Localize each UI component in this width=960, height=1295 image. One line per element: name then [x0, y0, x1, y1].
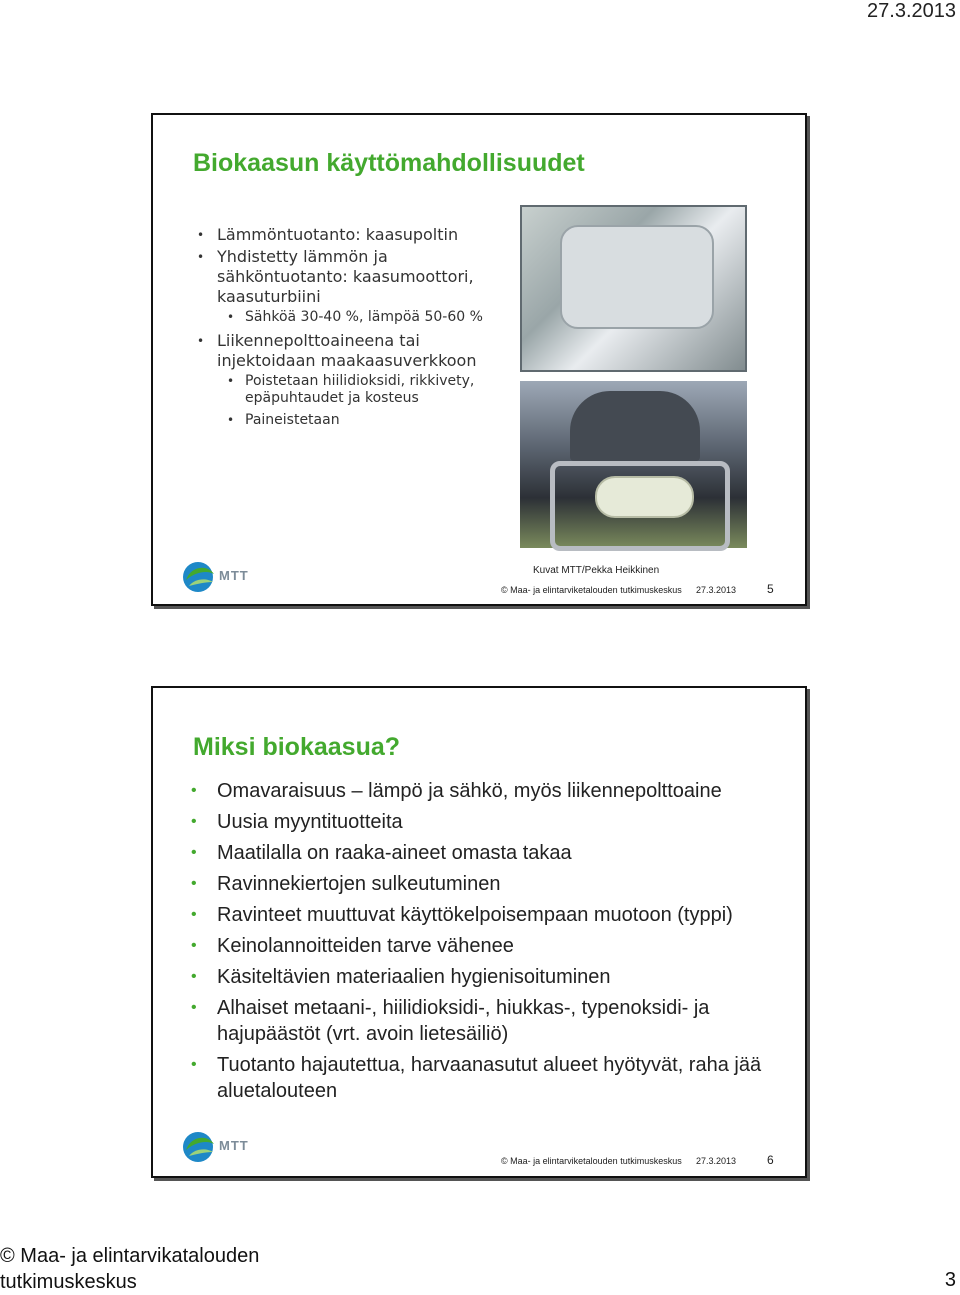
mtt-logo [181, 560, 271, 594]
list-item-sub: • Sähköä 30-40 %, lämpöä 50-60 % [197, 309, 497, 326]
page-footer-line: tutkimuskeskus [0, 1271, 137, 1293]
slide-date: 27.3.2013 [696, 585, 737, 595]
slide-5 [151, 113, 807, 606]
page-footer-line: © Maa- ja elintarvikatalouden [0, 1245, 260, 1267]
list-item: • Tuotanto hajautettua, harvaanasutut alueet hyötyvät, raha jää aluetalouteen [191, 1052, 791, 1104]
list-item: • Alhaiset metaani-, hiilidioksidi-, hiukkas-, typenoksidi- ja hajupäästöt (vrt. avoin lietesäiliö) [191, 995, 791, 1047]
slide-footer: © Maa- ja elintarviketalouden tutkimuskeskus [501, 1156, 682, 1166]
slide-number: 5 [767, 582, 774, 596]
list-item: • Yhdistetty lämmön ja sähköntuotanto: kaasumoottori, kaasuturbiini [197, 247, 497, 307]
photo-credit: Kuvat MTT/Pekka Heikkinen [533, 565, 660, 576]
photo-gas-engine [520, 205, 747, 372]
list-item: • Lämmöntuotanto: kaasupoltin [197, 225, 497, 245]
gas-tank-shape [595, 476, 694, 518]
mtt-logo-icon [181, 1130, 217, 1164]
list-item: • Ravinnekiertojen sulkeutuminen [191, 871, 791, 897]
mtt-logo [181, 1130, 271, 1164]
slide-date: 27.3.2013 [696, 1156, 737, 1166]
slide-footer: © Maa- ja elintarviketalouden tutkimuskeskus [501, 585, 682, 595]
list-item: • Keinolannoitteiden tarve vähenee [191, 933, 791, 959]
page-footer [0, 1243, 259, 1295]
list-item-sub: • Paineistetaan [197, 412, 497, 429]
slide-title: Biokaasun käyttömahdollisuudet [193, 149, 585, 177]
car-hatch-shape [570, 391, 700, 461]
list-item: • Liikennepolttoaineena tai injektoidaan maakaasuverkkoon [197, 331, 497, 371]
list-item-sub: • Poistetaan hiilidioksidi, rikkivety, epäpuhtaudet ja kosteus [197, 373, 497, 407]
slide-number: 6 [767, 1153, 774, 1167]
list-item: • Omavaraisuus – lämpö ja sähkö, myös liikennepolttoaine [191, 778, 791, 804]
bullet-list [197, 225, 497, 434]
photo-car-gas-tanks [520, 381, 747, 548]
list-item: • Ravinteet muuttuvat käyttökelpoisempaan muotoon (typpi) [191, 902, 791, 928]
list-item: • Maatilalla on raaka-aineet omasta takaa [191, 840, 791, 866]
slide-6 [151, 686, 807, 1178]
mtt-logo-icon [181, 560, 217, 594]
page-date: 27.3.2013 [867, 0, 956, 22]
bullet-list [191, 778, 791, 1109]
page-number: 3 [944, 1269, 956, 1291]
slide-title: Miksi biokaasua? [193, 733, 401, 761]
list-item: • Uusia myyntituotteita [191, 809, 791, 835]
logo-text: MTT [219, 1138, 249, 1153]
list-item: • Käsiteltävien materiaalien hygienisoituminen [191, 964, 791, 990]
gas-engine-shape [560, 225, 714, 329]
logo-text: MTT [219, 568, 249, 583]
